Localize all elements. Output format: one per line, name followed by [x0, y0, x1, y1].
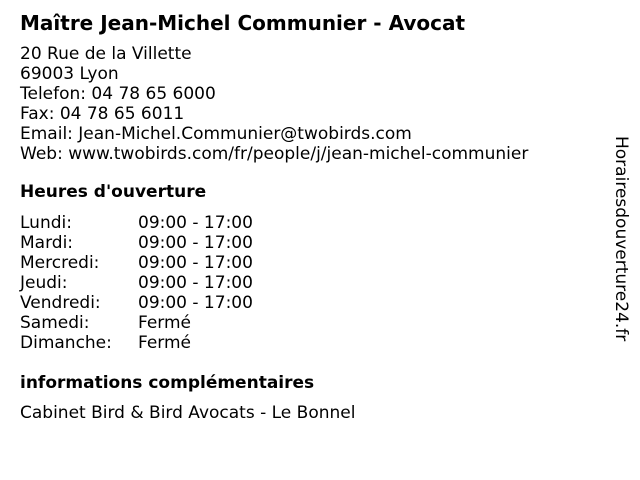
day-hours: 09:00 - 17:00: [138, 293, 253, 313]
hours-row-saturday: [20, 313, 590, 333]
hours-row-sunday: [20, 333, 590, 353]
hours-row-friday: [20, 293, 590, 313]
day-label: Mercredi:: [20, 253, 100, 273]
day-hours: 09:00 - 17:00: [138, 233, 253, 253]
phone-number: Telefon: 04 78 65 6000: [20, 84, 216, 104]
day-label: Samedi:: [20, 313, 90, 333]
day-hours: Fermé: [138, 333, 192, 353]
day-label: Vendredi:: [20, 293, 101, 313]
site-watermark: Horairesdouverture24.fr: [611, 136, 631, 342]
day-label: Mardi:: [20, 233, 74, 253]
fax-number: Fax: 04 78 65 6011: [20, 104, 185, 124]
day-hours: Fermé: [138, 313, 192, 333]
city-postal: 69003 Lyon: [20, 64, 119, 84]
business-card: [20, 11, 590, 423]
hours-row-wednesday: [20, 253, 590, 273]
hours-row-tuesday: [20, 233, 590, 253]
opening-hours-heading: Heures d'ouverture: [20, 182, 207, 202]
website-url: Web: www.twobirds.com/fr/people/j/jean-michel-communier: [20, 144, 529, 164]
email-address: Email: Jean-Michel.Communier@twobirds.com: [20, 124, 412, 144]
day-hours: 09:00 - 17:00: [138, 213, 253, 233]
day-label: Lundi:: [20, 213, 72, 233]
day-label: Jeudi:: [20, 273, 68, 293]
additional-info-heading: informations complémentaires: [20, 373, 315, 393]
page-title: Maître Jean-Michel Communier - Avocat: [20, 11, 466, 35]
hours-row-thursday: [20, 273, 590, 293]
day-hours: 09:00 - 17:00: [138, 253, 253, 273]
street-address: 20 Rue de la Villette: [20, 44, 192, 64]
hours-row-monday: [20, 213, 590, 233]
day-hours: 09:00 - 17:00: [138, 273, 253, 293]
contact-details: [20, 44, 590, 164]
opening-hours-list: [20, 213, 590, 353]
day-label: Dimanche:: [20, 333, 112, 353]
additional-info-text: Cabinet Bird & Bird Avocats - Le Bonnel: [20, 403, 356, 423]
